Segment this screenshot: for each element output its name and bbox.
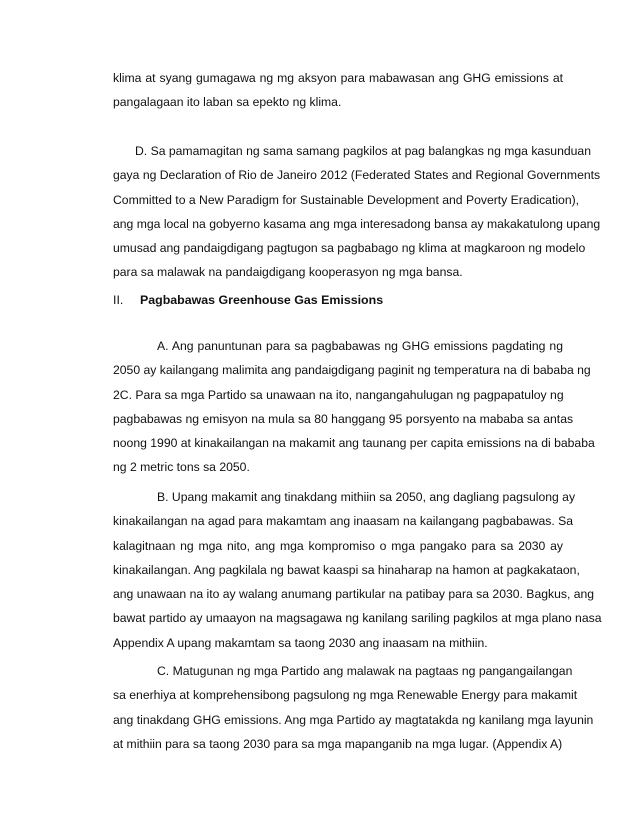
- paragraph-line: 2C. Para sa mga Partido sa unawaan na ito, nangangahulugan ng pagpapatuloy ng: [113, 387, 564, 402]
- paragraph-line: noong 1990 at kinakailangan na makamit ang taunang per capita emissions na di bababa: [113, 436, 595, 451]
- paragraph-line: B. Upang makamit ang tinakdang mithiin sa 2050, ang dagliang pagsulong ay: [157, 490, 576, 504]
- section-title: Pagbabawas Greenhouse Gas Emissions: [140, 293, 384, 307]
- paragraph-line: C. Matugunan ng mga Partido ang malawak na pagtaas ng pangangailangan: [157, 664, 573, 678]
- paragraph-line: pangalagaan ito laban sa epekto ng klima.: [113, 95, 342, 110]
- paragraph-line: D. Sa pamamagitan ng sama samang pagkilos at pag balangkas ng mga kasunduan: [135, 144, 591, 158]
- paragraph-a: [113, 334, 595, 480]
- paragraph-line: ang unawaan na ito ay walang anumang partikular na patibay para sa 2030. Bagkus, ang: [113, 587, 595, 602]
- paragraph-line: ng 2 metric tons sa 2050.: [113, 460, 250, 475]
- paragraph-line: sa enerhiya at komprehensibong pagsulong ng mga Renewable Energy para makamit: [113, 688, 578, 703]
- paragraph-c: [113, 659, 594, 756]
- paragraph-line: gaya ng Declaration of Rio de Janeiro 2012 (Federated States and Regional Governments: [113, 168, 601, 183]
- section-heading: [113, 290, 383, 310]
- paragraph-line: kinakailangan na agad para makamtam ang inaasam na kailangang pagbabawas. Sa: [113, 514, 574, 529]
- section-number: II.: [113, 293, 124, 307]
- paragraph-line: kalagitnaan ng mga nito, ang mga kompromiso o mga pangako para sa 2030 ay: [113, 538, 563, 553]
- paragraph-d: [113, 139, 601, 285]
- paragraph-line: umusad ang pandaigdigang pagtugon sa pagbabago ng klima at magkaroon ng modelo: [113, 241, 586, 256]
- paragraph-line: Appendix A upang makamtam sa taong 2030 ang inaasam na mithiin.: [113, 635, 488, 650]
- paragraph-line: bawat partido ay umaayon na magsagawa ng kanilang sariling pagkilos at mga plano nasa: [113, 611, 602, 626]
- paragraph-line: ang tinakdang GHG emissions. Ang mga Partido ay magtatakda ng kanilang mga layunin: [113, 712, 594, 727]
- paragraph-line: kinakailangan. Ang pagkilala ng bawat kaaspi sa hinaharap na hamon at pagkakataon,: [113, 562, 580, 577]
- paragraph-intro: [113, 66, 563, 115]
- paragraph-line: A. Ang panuntunan para sa pagbabawas ng GHG emissions pagdating ng: [157, 339, 563, 353]
- paragraph-line: pagbabawas ng emisyon na mula sa 80 hanggang 95 porsyento na mababa sa antas: [113, 411, 574, 426]
- paragraph-line: at mithiin para sa taong 2030 para sa mga mapanganib na mga lugar. (Appendix A): [113, 736, 563, 751]
- paragraph-line: Committed to a New Paradigm for Sustainable Development and Poverty Eradication),: [113, 192, 580, 207]
- paragraph-line: ang mga local na gobyerno kasama ang mga interesadong bansa ay makakatulong upang: [113, 216, 601, 231]
- paragraph-line: klima at syang gumagawa ng mg aksyon para mabawasan ang GHG emissions at: [113, 71, 563, 85]
- paragraph-line: para sa malawak na pandaigdigang kooperasyon ng mga bansa.: [113, 265, 463, 280]
- paragraph-line: 2050 ay kailangang malimita ang pandaigdigang paginit ng temperatura na di bababa ng: [113, 363, 591, 378]
- paragraph-b: [113, 485, 602, 655]
